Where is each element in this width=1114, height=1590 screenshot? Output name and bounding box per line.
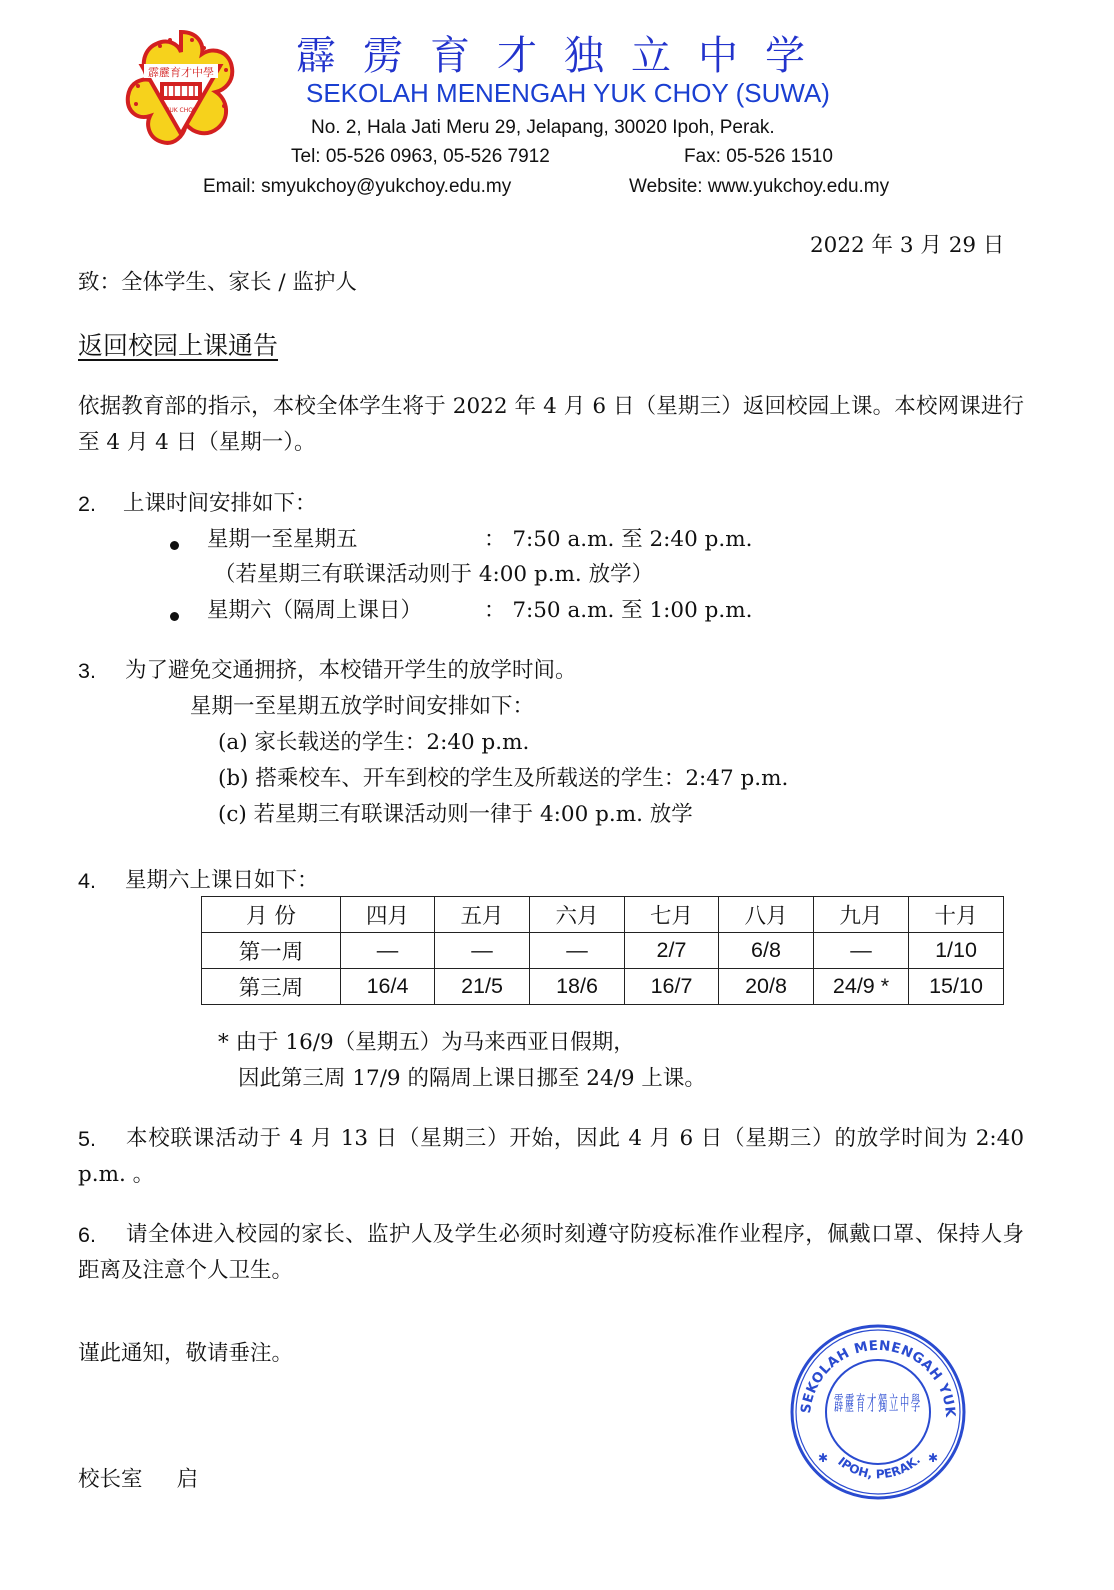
school-email: Email: smyukchoy@yukchoy.edu.my — [203, 176, 512, 197]
section-2-number: 2. — [78, 492, 96, 516]
s2-bullet-1-time: ： 7:50 a.m. 至 2:40 p.m. — [484, 527, 753, 552]
table-cell: 21/5 — [435, 969, 530, 1005]
paragraph-intro: 依据教育部的指示，本校全体学生将于 2022 年 4 月 6 日（星期三）返回校园上课。本校网课进行至 4 月 4 日（星期一）。 — [78, 394, 1024, 455]
stamp-ring-text: SEKOLAH MENENGAH YUK — [798, 1337, 959, 1419]
section-3-number: 3. — [78, 659, 96, 683]
star-icon: ✱ — [818, 1451, 829, 1465]
table-cell: 16/7 — [625, 969, 719, 1005]
table-cell: 第三周 — [202, 969, 341, 1005]
bullet-icon — [170, 535, 201, 554]
section-5-text: 本校联课活动于 4 月 13 日（星期三）开始，因此 4 月 6 日（星期三）的放学时间为 2:40 p.m. 。 — [78, 1126, 1024, 1187]
table-header-cell: 五月 — [435, 897, 530, 933]
stamp-bottom-text: IPOH, PERAK. — [835, 1452, 924, 1482]
table-cell: 6/8 — [719, 933, 814, 969]
table-header-cell: 四月 — [341, 897, 435, 933]
section-3-item-c: (c) 若星期三有联课活动则一律于 4:00 p.m. 放学 — [218, 802, 693, 827]
section-3-sub: 星期一至星期五放学时间安排如下： — [190, 694, 535, 719]
section-2-heading: 上课时间安排如下： — [123, 491, 317, 516]
letter-recipient: 致：全体学生、家长 / 监护人 — [78, 270, 357, 295]
logo-small-text: YUK CHOY — [165, 107, 197, 114]
svg-text:IPOH, PERAK. — [835, 1453, 923, 1482]
s2-bullet-2-time: ： 7:50 a.m. 至 1:00 p.m. — [484, 598, 753, 623]
table-header-row — [202, 897, 1004, 933]
section-4-note-2: 因此第三周 17/9 的隔周上课日挪至 24/9 上课。 — [238, 1066, 706, 1091]
section-4-heading: 星期六上课日如下： — [125, 868, 319, 893]
bullet-icon — [170, 606, 201, 625]
section-6-number: 6. — [78, 1223, 96, 1247]
section-3-item-a: (a) 家长载送的学生：2:40 p.m. — [218, 730, 530, 755]
table-cell: 20/8 — [719, 969, 814, 1005]
table-cell: 1/10 — [909, 933, 1004, 969]
table-cell: 24/9 * — [814, 969, 909, 1005]
section-4-note-1: * 由于 16/9（星期五）为马来西亚日假期， — [218, 1030, 635, 1055]
section-4-number: 4. — [78, 869, 96, 893]
section-6-text: 请全体进入校园的家长、监护人及学生必须时刻遵守防疫标准作业程序，佩戴口罩、保持人身距离及注意个人卫生。 — [78, 1222, 1024, 1283]
table-header-cell: 十月 — [909, 897, 1004, 933]
section-3-item-b: (b) 搭乘校车、开车到校的学生及所载送的学生：2:47 p.m. — [218, 766, 789, 791]
table-cell: — — [530, 933, 625, 969]
s2-bullet-1-label: 星期一至星期五 — [207, 527, 358, 552]
saturday-schedule-table — [201, 896, 1004, 1005]
s2-bullet-1-note: （若星期三有联课活动则于 4:00 p.m. 放学） — [214, 562, 654, 587]
school-tel: Tel: 05-526 0963, 05-526 7912 — [291, 146, 550, 167]
table-cell: — — [341, 933, 435, 969]
signoff: 校长室 启 — [78, 1467, 199, 1492]
table-header-cell: 六月 — [530, 897, 625, 933]
section-3-heading: 为了避免交通拥挤，本校错开学生的放学时间。 — [125, 658, 577, 683]
table-row — [202, 933, 1004, 969]
table-cell: 16/4 — [341, 969, 435, 1005]
school-fax: Fax: 05-526 1510 — [684, 146, 833, 167]
school-name-zh: 霹雳育才独立中学 — [296, 33, 832, 79]
closing-line: 谨此通知，敬请垂注。 — [78, 1341, 294, 1366]
star-icon: ✱ — [928, 1451, 939, 1465]
section-5-number: 5. — [78, 1127, 96, 1151]
table-cell: — — [814, 933, 909, 969]
table-header-cell: 八月 — [719, 897, 814, 933]
logo-text: 霹靂育才中學 — [148, 66, 214, 79]
table-header-cell: 七月 — [625, 897, 719, 933]
table-row — [202, 969, 1004, 1005]
table-cell: 第一周 — [202, 933, 341, 969]
table-header-cell: 九月 — [814, 897, 909, 933]
table-cell: 18/6 — [530, 969, 625, 1005]
school-website: Website: www.yukchoy.edu.my — [629, 176, 890, 197]
school-name-en: SEKOLAH MENENGAH YUK CHOY (SUWA) — [306, 78, 830, 108]
letter-date: 2022 年 3 月 29 日 — [810, 233, 1005, 258]
school-logo — [120, 26, 242, 150]
s2-bullet-2-label: 星期六（隔周上课日） — [207, 598, 423, 623]
school-stamp — [788, 1322, 968, 1502]
table-header-cell: 月 份 — [202, 897, 341, 933]
table-cell: 15/10 — [909, 969, 1004, 1005]
notice-title: 返回校园上课通告 — [78, 331, 279, 360]
stamp-center-text: 霹靂育才獨立中學 — [834, 1391, 922, 1415]
table-cell: 2/7 — [625, 933, 719, 969]
school-address: No. 2, Hala Jati Meru 29, Jelapang, 30020 Ipoh, Perak. — [311, 117, 775, 138]
table-cell: — — [435, 933, 530, 969]
